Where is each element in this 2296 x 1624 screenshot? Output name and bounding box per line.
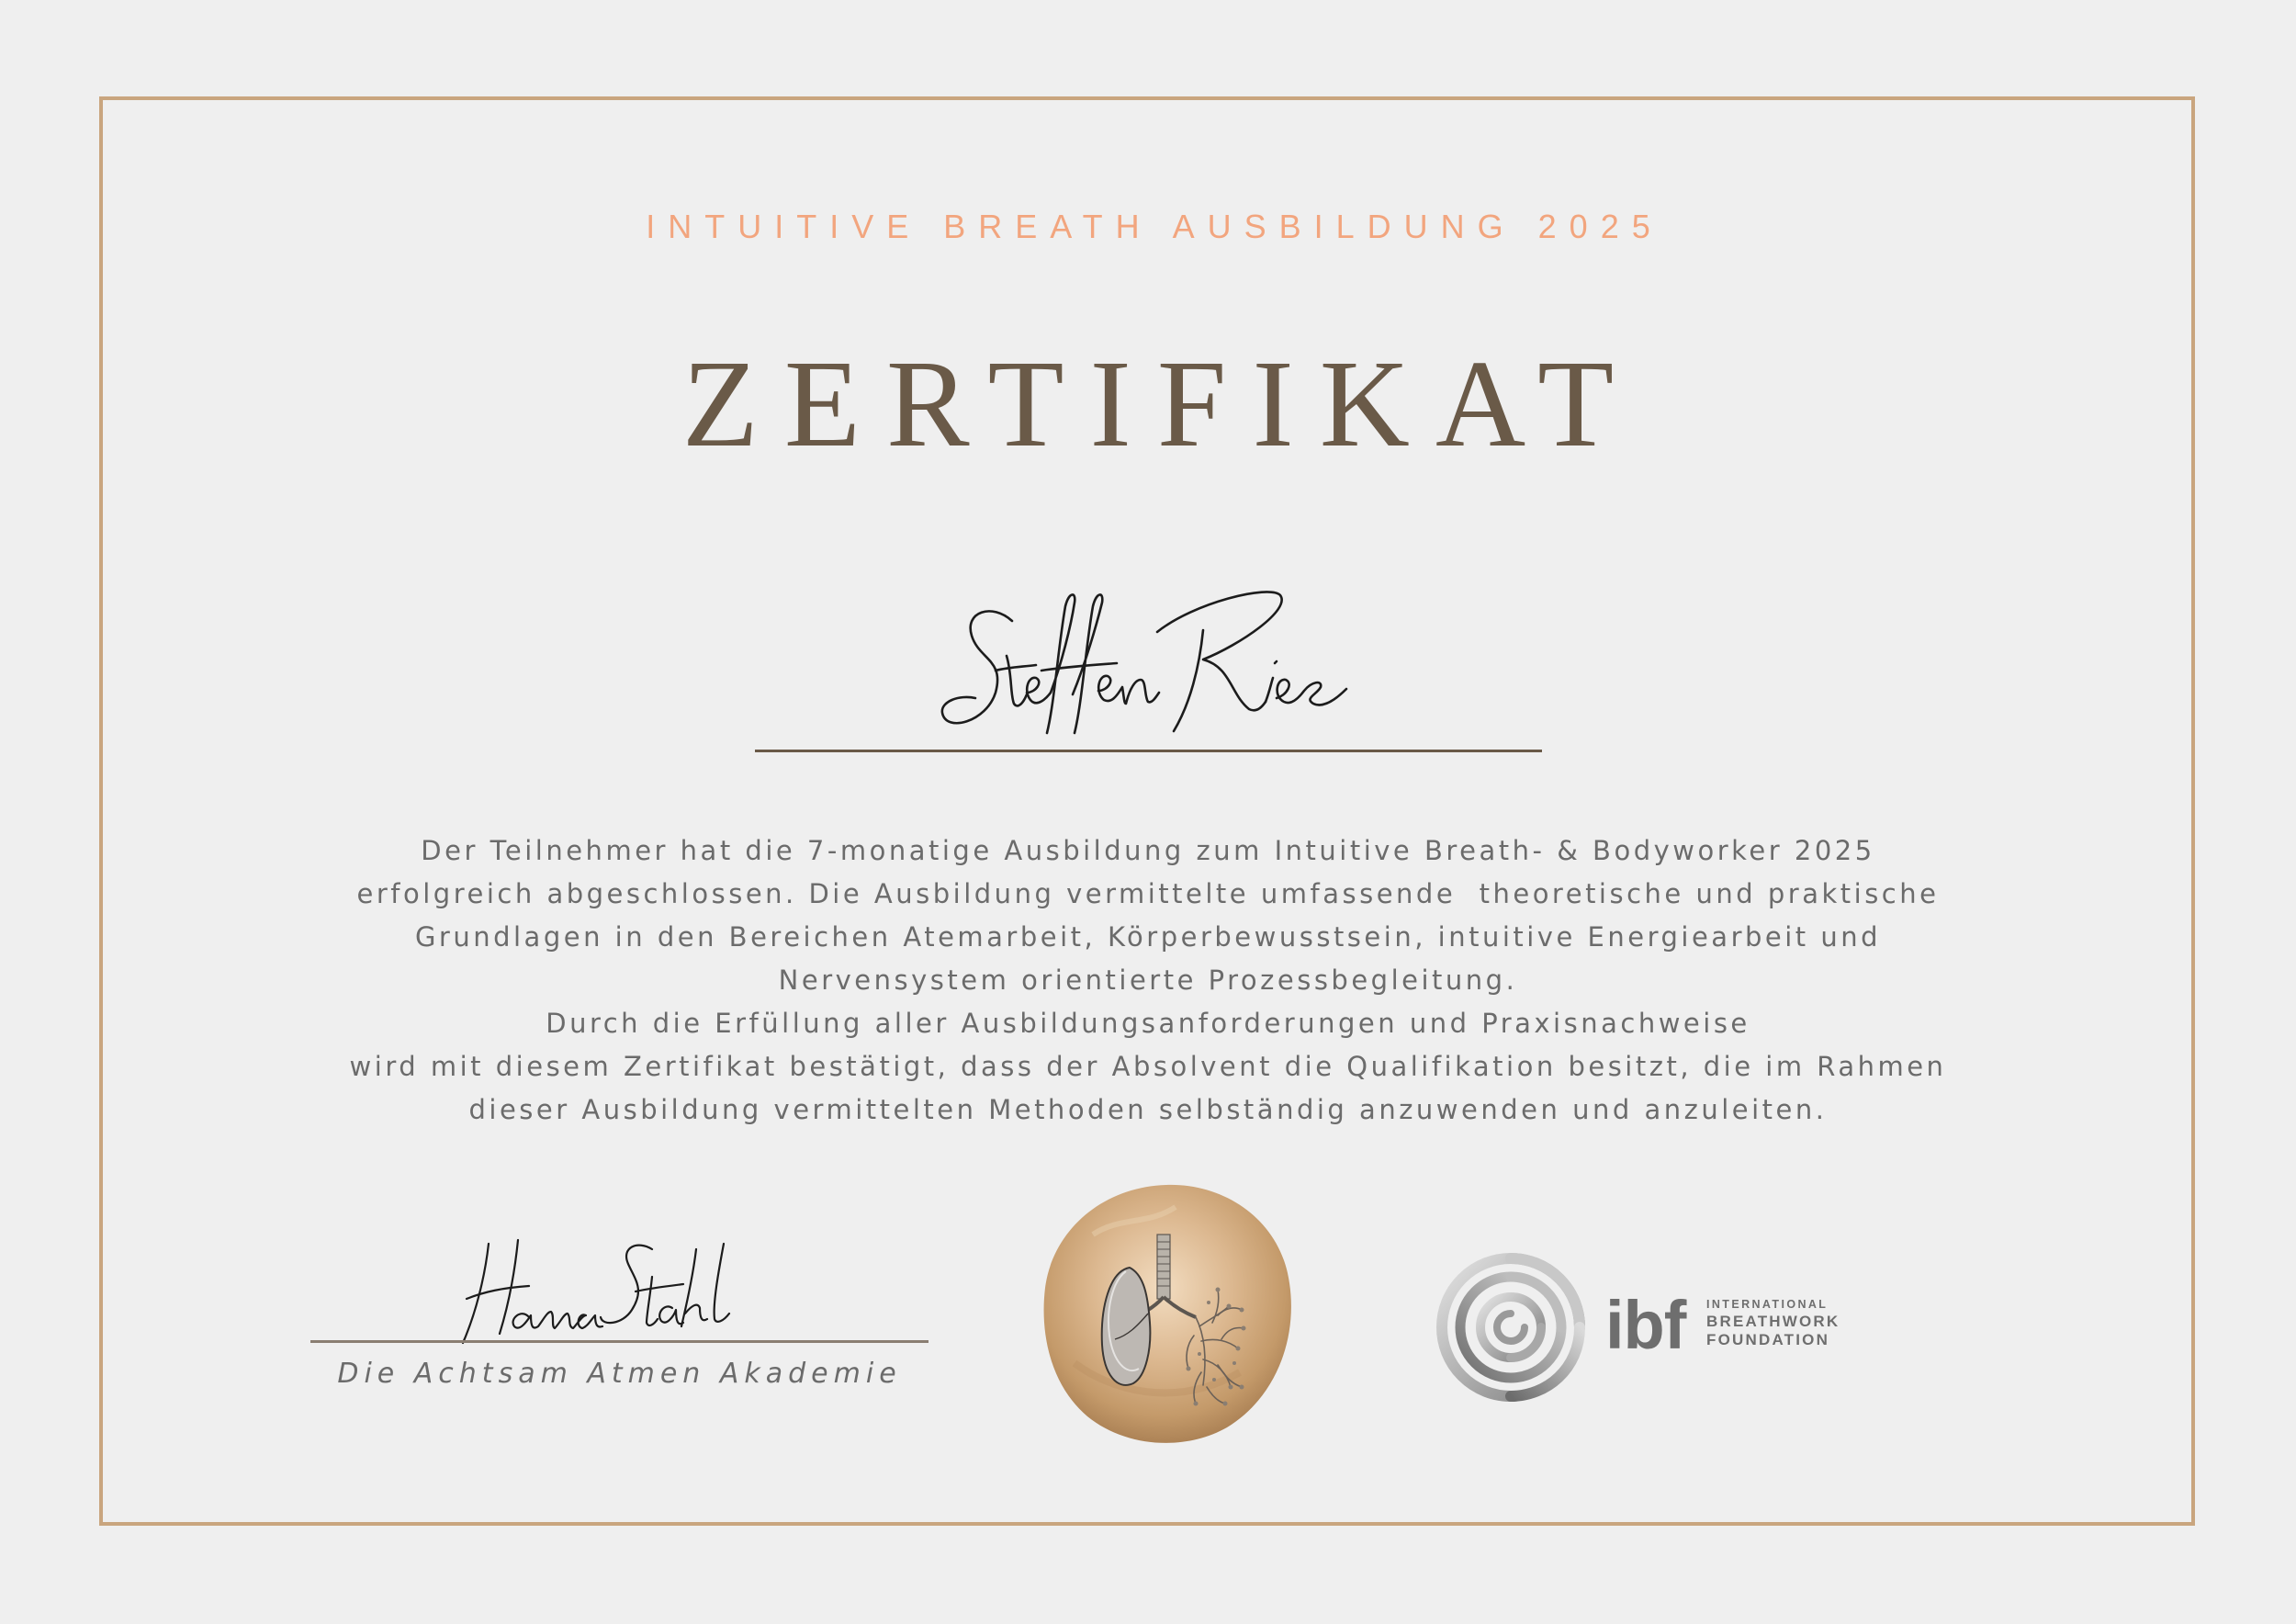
body-line: Durch die Erfüllung aller Ausbildungsanforderungen und Praxisnachweise <box>546 1008 1750 1039</box>
certificate-subtitle: INTUITIVE BREATH AUSBILDUNG 2025 <box>646 208 1663 245</box>
body-line: Nervensystem orientierte Prozessbegleitung. <box>778 964 1518 996</box>
recipient-signature <box>928 575 1368 740</box>
certificate-title: ZERTIFIKAT <box>681 335 1640 473</box>
issuer-signature <box>448 1231 770 1350</box>
body-line: Der Teilnehmer hat die 7-monatige Ausbildung zum Intuitive Breath- & Bodyworker 2025 <box>421 835 1875 866</box>
body-line: dieser Ausbildung vermittelten Methoden selbständig anzuwenden und anzuleiten. <box>468 1094 1828 1125</box>
partner-abbreviation: ibf <box>1605 1287 1686 1363</box>
partner-name-line2: BREATHWORK <box>1706 1312 1840 1330</box>
body-line: Grundlagen in den Bereichen Atemarbeit, Körperbewusstsein, intuitive Energiearbeit und <box>414 921 1882 953</box>
recipient-name-line <box>755 750 1542 752</box>
partner-name-line1: INTERNATIONAL <box>1706 1298 1829 1311</box>
issuer-signature-line <box>310 1340 929 1343</box>
partner-name <box>1706 1299 1840 1348</box>
partner-name-line3: FOUNDATION <box>1706 1330 1830 1348</box>
body-line: erfolgreich abgeschlossen. Die Ausbildung vermittelte umfassende theoretische und praktische <box>356 878 1940 909</box>
lungs-illustration-icon <box>1038 1179 1297 1448</box>
spiral-logo-icon <box>1433 1249 1589 1405</box>
body-line: wird mit diesem Zertifikat bestätigt, dass der Absolvent die Qualifikation besitzt, die im Rahmen <box>349 1051 1947 1082</box>
academy-name: Die Achtsam Atmen Akademie <box>337 1358 902 1390</box>
certificate-body-text <box>276 829 2020 1132</box>
